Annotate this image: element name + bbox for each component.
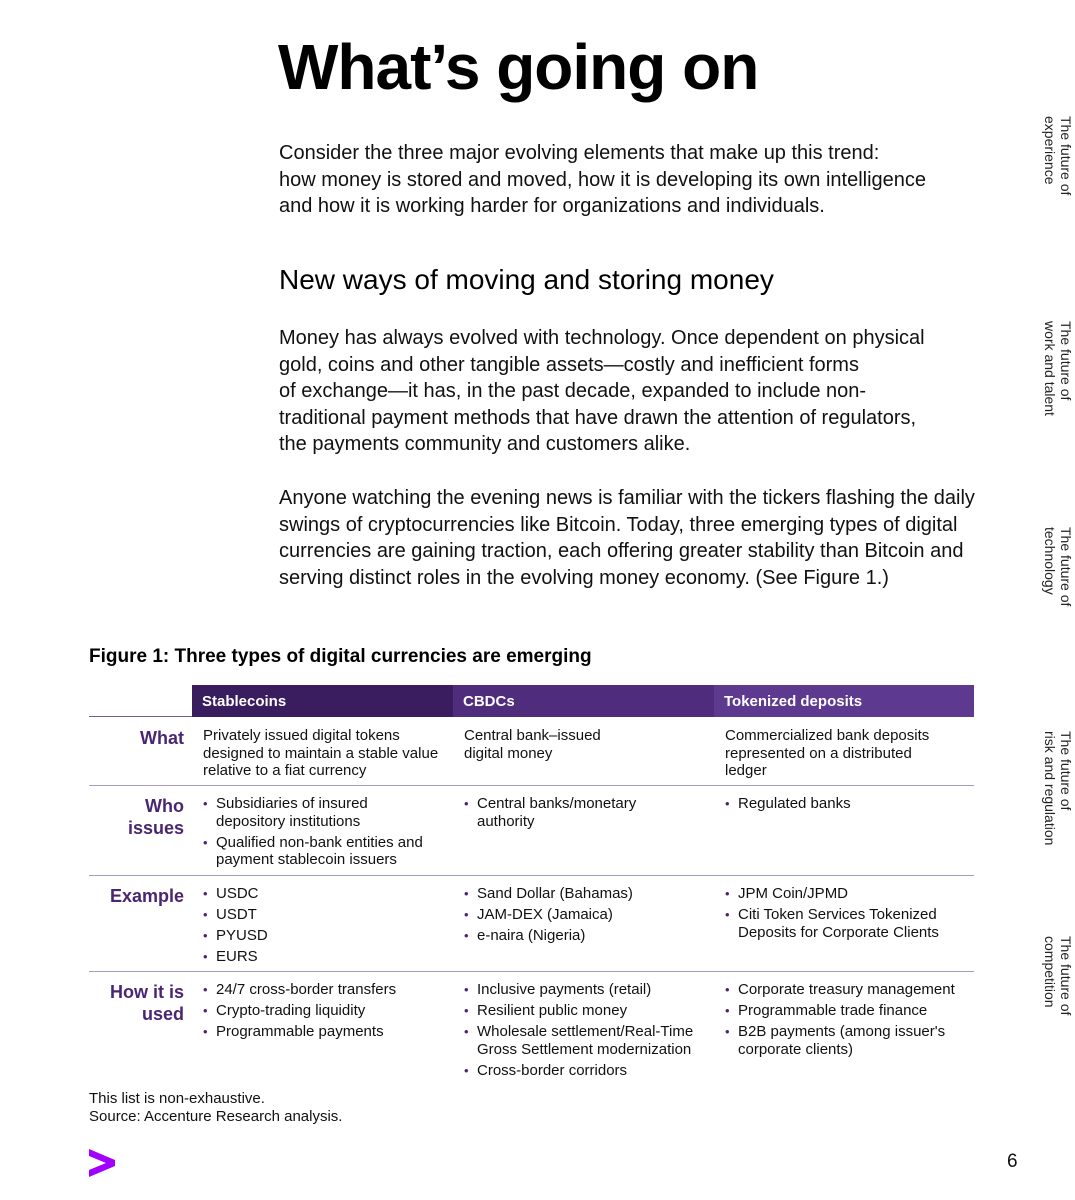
intro-line: and how it is working harder for organizations and individuals. bbox=[279, 195, 825, 217]
row-label bbox=[89, 981, 192, 1084]
cell-line: • Regulated banks bbox=[738, 795, 851, 812]
intro-line: Consider the three major evolving elements that make up this trend: bbox=[279, 142, 880, 164]
cell-line: • USDC bbox=[216, 885, 259, 902]
sidebar-tab-work-and-talent[interactable] bbox=[1038, 321, 1074, 416]
paragraph-line: traditional payment methods that have drawn the attention of regulators, bbox=[279, 406, 917, 429]
list-item bbox=[203, 795, 453, 830]
cell-line: Privately issued digital tokens bbox=[203, 727, 400, 744]
sidebar-tab-line: experience bbox=[1042, 116, 1058, 185]
list-item bbox=[464, 981, 714, 999]
sidebar-tab-line: The future of bbox=[1058, 731, 1074, 811]
table-row-example bbox=[89, 876, 974, 972]
column-header-cbdcs: CBDCs bbox=[453, 685, 714, 717]
cell-line: • Resilient public money bbox=[477, 1002, 628, 1019]
row-label bbox=[89, 795, 192, 875]
table-row-what bbox=[89, 717, 974, 786]
sidebar-tab-technology[interactable] bbox=[1038, 527, 1074, 606]
table-cell bbox=[192, 795, 453, 875]
table-cell bbox=[714, 727, 974, 785]
body-paragraph-2 bbox=[279, 485, 979, 591]
footnote-line: Source: Accenture Research analysis. bbox=[89, 1107, 343, 1125]
cell-line: • e-naira (Nigeria) bbox=[477, 927, 586, 944]
row-label bbox=[89, 885, 192, 971]
cell-line: Central bank–issued bbox=[464, 727, 601, 744]
table-cell bbox=[714, 885, 974, 971]
digital-currencies-table bbox=[89, 685, 974, 1084]
column-header-stablecoins: Stablecoins bbox=[192, 685, 453, 717]
list-item bbox=[725, 885, 974, 903]
paragraph-line: Money has always evolved with technology. Once dependent on physical bbox=[279, 327, 925, 349]
cell-line: designed to maintain a stable value bbox=[203, 744, 439, 762]
paragraph-line: of exchange—it has, in the past decade, expanded to include non- bbox=[279, 380, 867, 402]
page-title: What’s going on bbox=[278, 31, 759, 103]
cell-line: Deposits for Corporate Clients bbox=[738, 923, 939, 941]
cell-line: • Programmable trade finance bbox=[738, 1002, 928, 1019]
sidebar-tab-line: The future of bbox=[1058, 936, 1074, 1016]
table-row-how-it-is-used bbox=[89, 972, 974, 1084]
row-label-line: Who bbox=[145, 796, 184, 816]
table-cell bbox=[714, 795, 974, 875]
paragraph-line: Anyone watching the evening news is familiar with the tickers flashing the daily bbox=[279, 487, 975, 509]
cell-line: Gross Settlement modernization bbox=[477, 1040, 692, 1058]
sidebar-tab-line: The future of bbox=[1058, 527, 1074, 607]
cell-line: • JAM-DEX (Jamaica) bbox=[477, 906, 613, 923]
row-label-line: issues bbox=[127, 818, 184, 838]
row-label-line: What bbox=[140, 728, 184, 748]
list-item bbox=[203, 948, 453, 966]
cell-line: • Inclusive payments (retail) bbox=[477, 981, 652, 998]
list-item bbox=[464, 1023, 714, 1058]
sidebar-tab-line: technology bbox=[1042, 527, 1058, 595]
column-header-tokenized-deposits: Tokenized deposits bbox=[714, 685, 974, 717]
row-label bbox=[89, 727, 192, 785]
list-item bbox=[203, 1002, 453, 1020]
list-item bbox=[464, 906, 714, 924]
sidebar-tab-risk-and-regulation[interactable] bbox=[1038, 731, 1074, 845]
cell-line: • Citi Token Services Tokenized bbox=[738, 906, 937, 923]
section-heading: New ways of moving and storing money bbox=[279, 264, 774, 295]
list-item bbox=[464, 927, 714, 945]
cell-line: • JPM Coin/JPMD bbox=[738, 885, 849, 902]
figure-footnote bbox=[89, 1090, 342, 1125]
sidebar-tab-competition[interactable] bbox=[1038, 936, 1074, 1015]
cell-line: • Subsidiaries of insured bbox=[216, 795, 368, 812]
list-item bbox=[725, 1023, 974, 1058]
table-cell bbox=[192, 981, 453, 1084]
list-item bbox=[464, 795, 714, 830]
sidebar-tab-line: The future of bbox=[1058, 321, 1074, 401]
intro-paragraph bbox=[279, 140, 979, 220]
list-item bbox=[725, 981, 974, 999]
paragraph-line: gold, coins and other tangible assets—costly and inefficient forms bbox=[279, 353, 859, 376]
list-item bbox=[725, 906, 974, 941]
cell-line: • Qualified non-bank entities and bbox=[216, 833, 423, 851]
cell-line: • Programmable payments bbox=[216, 1023, 384, 1040]
cell-line: • Crypto-trading liquidity bbox=[216, 1002, 366, 1019]
list-item bbox=[725, 795, 974, 813]
cell-line: • Corporate treasury management bbox=[738, 981, 955, 998]
footnote-line: This list is non-exhaustive. bbox=[89, 1090, 265, 1107]
row-label-line: How it is bbox=[109, 982, 184, 1002]
cell-line: • Wholesale settlement/Real-Time bbox=[477, 1023, 694, 1040]
table-header bbox=[89, 685, 974, 717]
list-item bbox=[464, 1002, 714, 1020]
cell-line: depository institutions bbox=[216, 812, 361, 830]
cell-line: Commercialized bank deposits bbox=[725, 727, 930, 744]
cell-line: digital money bbox=[464, 744, 553, 762]
cell-line: • Sand Dollar (Bahamas) bbox=[477, 885, 633, 902]
paragraph-line: the payments community and customers alike. bbox=[279, 433, 691, 455]
table-cell bbox=[192, 727, 453, 785]
list-item bbox=[203, 927, 453, 945]
list-item bbox=[464, 1062, 714, 1080]
row-label-line: Example bbox=[109, 886, 184, 906]
list-item bbox=[203, 981, 453, 999]
sidebar-tab-line: work and talent bbox=[1042, 321, 1058, 416]
body-paragraph-1 bbox=[279, 325, 979, 458]
table-cell bbox=[714, 981, 974, 1084]
list-item bbox=[203, 906, 453, 924]
row-label-line: used bbox=[141, 1004, 184, 1024]
cell-line: • PYUSD bbox=[216, 927, 268, 944]
cell-line: payment stablecoin issuers bbox=[216, 851, 397, 868]
table-cell bbox=[453, 981, 714, 1084]
paragraph-line: serving distinct roles in the evolving money economy. (See Figure 1.) bbox=[279, 566, 889, 589]
sidebar-tab-line: risk and regulation bbox=[1042, 731, 1058, 846]
cell-line: represented on a distributed bbox=[725, 744, 912, 762]
cell-line: • 24/7 cross-border transfers bbox=[216, 981, 397, 998]
cell-line: corporate clients) bbox=[738, 1040, 854, 1058]
table-cell bbox=[192, 885, 453, 971]
cell-line: • B2B payments (among issuer's bbox=[738, 1023, 946, 1040]
list-item bbox=[203, 834, 453, 869]
cell-line: relative to a fiat currency bbox=[203, 762, 367, 779]
sidebar-tab-experience[interactable] bbox=[1038, 116, 1074, 195]
cell-line: • Central banks/monetary bbox=[477, 795, 637, 812]
table-cell bbox=[453, 885, 714, 971]
cell-line: • EURS bbox=[216, 948, 258, 965]
list-item bbox=[203, 1023, 453, 1041]
cell-line: ledger bbox=[725, 762, 767, 779]
list-item bbox=[203, 885, 453, 903]
list-item bbox=[725, 1002, 974, 1020]
sidebar-tab-line: The future of bbox=[1058, 116, 1074, 196]
figure-title: Figure 1: Three types of digital currencies are emerging bbox=[89, 646, 592, 667]
cell-line: authority bbox=[477, 812, 535, 830]
page-number: 6 bbox=[1007, 1151, 1018, 1172]
accenture-logo-icon bbox=[89, 1149, 115, 1177]
table-cell bbox=[453, 727, 714, 785]
table-row-who-issues bbox=[89, 786, 974, 876]
intro-line: how money is stored and moved, how it is developing its own intelligence bbox=[279, 168, 927, 191]
sidebar-tab-line: competition bbox=[1042, 936, 1058, 1008]
header-spacer bbox=[89, 685, 192, 717]
table-cell bbox=[453, 795, 714, 875]
paragraph-line: swings of cryptocurrencies like Bitcoin. Today, three emerging types of digital bbox=[279, 513, 958, 536]
cell-line: • USDT bbox=[216, 906, 257, 923]
list-item bbox=[464, 885, 714, 903]
cell-line: • Cross-border corridors bbox=[477, 1061, 628, 1079]
paragraph-line: currencies are gaining traction, each offering greater stability than Bitcoin and bbox=[279, 540, 964, 562]
